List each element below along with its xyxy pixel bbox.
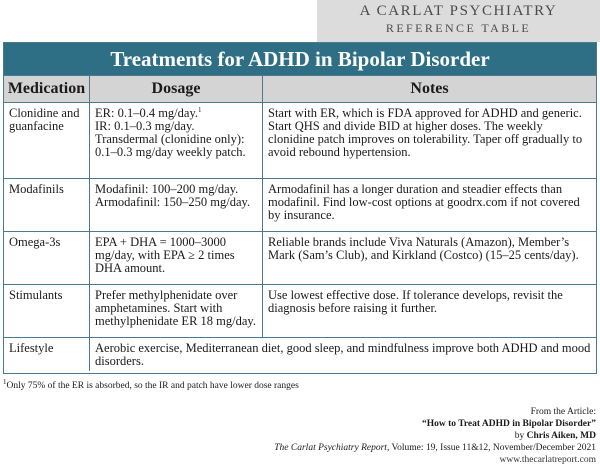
tab-line-2: REFERENCE TABLE	[385, 21, 532, 35]
table-row	[4, 103, 596, 179]
dosage-cell	[90, 179, 263, 232]
tab-line-1: A CARLAT PSYCHIATRY	[359, 3, 558, 19]
table-title: Treatments for ADHD in Bipolar Disorder	[4, 43, 596, 76]
journal-line: The Carlat Psychiatry Report, Volume: 19, Issue 11&12, November/December 2021	[274, 443, 596, 453]
header-row	[4, 76, 596, 103]
dosage-cell: EPA + DHA = 1000–3000 mg/day, with EPA ≥ 2 times DHA amount.	[90, 232, 263, 285]
reference-table-tab	[317, 0, 600, 42]
dosage-line: IR: 0.1–0.3 mg/day.	[95, 119, 195, 133]
notes-cell: Start with ER, which is FDA approved for ADHD and generic. Start QHS and divide BID at higher doses. The weekly clonidine patch improves on tolerability. Taper off gradually to avoid rebound hypertension.	[263, 103, 597, 179]
medication-cell: Clonidine and guanfacine	[4, 103, 90, 179]
merged-cell: Aerobic exercise, Mediterranean diet, good sleep, and mindfulness improve both ADHD and mood disorders.	[95, 341, 591, 368]
source-intro: From the Article:	[530, 407, 596, 417]
notes-cell: Reliable brands include Viva Naturals (Amazon), Member’s Mark (Sam’s Club), and Kirkland (Costco) (15–25 cents/day).	[263, 232, 597, 285]
dosage-line: Transdermal (clonidine only): 0.1–0.3 mg/day weekly patch.	[95, 132, 246, 159]
table-row	[4, 285, 596, 338]
medication-cell: Omega-3s	[4, 232, 90, 285]
medication-cell: Stimulants	[4, 285, 90, 338]
treatments-table	[3, 42, 597, 374]
article-title: “How to Treat ADHD in Bipolar Disorder”	[422, 419, 596, 429]
footnote-text: Only 75% of the ER is absorbed, so the IR and patch have lower dose ranges	[6, 381, 299, 391]
footnote	[3, 377, 299, 391]
author-name: Chris Aiken, MD	[526, 431, 596, 441]
author-line: by Chris Aiken, MD	[514, 431, 596, 441]
notes-cell: Use lowest effective dose. If tolerance develops, revisit the diagnosis before raising it further.	[263, 285, 597, 338]
column-header-medication: Medication	[4, 76, 90, 103]
source-url[interactable]: www.thecarlatreport.com	[499, 455, 596, 465]
dosage-line: Modafinil: 100–200 mg/day.	[95, 182, 239, 196]
dosage-cell: Prefer methylphenidate over amphetamines. Start with methylphenidate ER 18 mg/day.	[90, 285, 263, 338]
table-row	[4, 232, 596, 285]
dosage-line: Armodafinil: 150–250 mg/day.	[95, 195, 251, 209]
footnote-marker: 1	[3, 377, 7, 386]
column-header-notes: Notes	[263, 76, 597, 103]
dosage-line: ER: 0.1–0.4 mg/day.$^1$	[95, 105, 202, 120]
medication-cell: Modafinils	[4, 179, 90, 232]
medication-cell: Lifestyle	[4, 338, 90, 372]
table-grid	[4, 76, 596, 371]
notes-cell: Armodafinil has a longer duration and steadier effects than modafinil. Find low-cost options at goodrx.com if not covered by insurance.	[263, 179, 597, 232]
journal-name: The Carlat Psychiatry Report	[274, 443, 387, 453]
table-row	[4, 338, 596, 372]
column-header-dosage: Dosage	[90, 76, 263, 103]
dosage-cell	[90, 103, 263, 179]
table-row	[4, 179, 596, 232]
source-citation	[274, 406, 596, 466]
footnote-ref: 1	[198, 105, 202, 114]
